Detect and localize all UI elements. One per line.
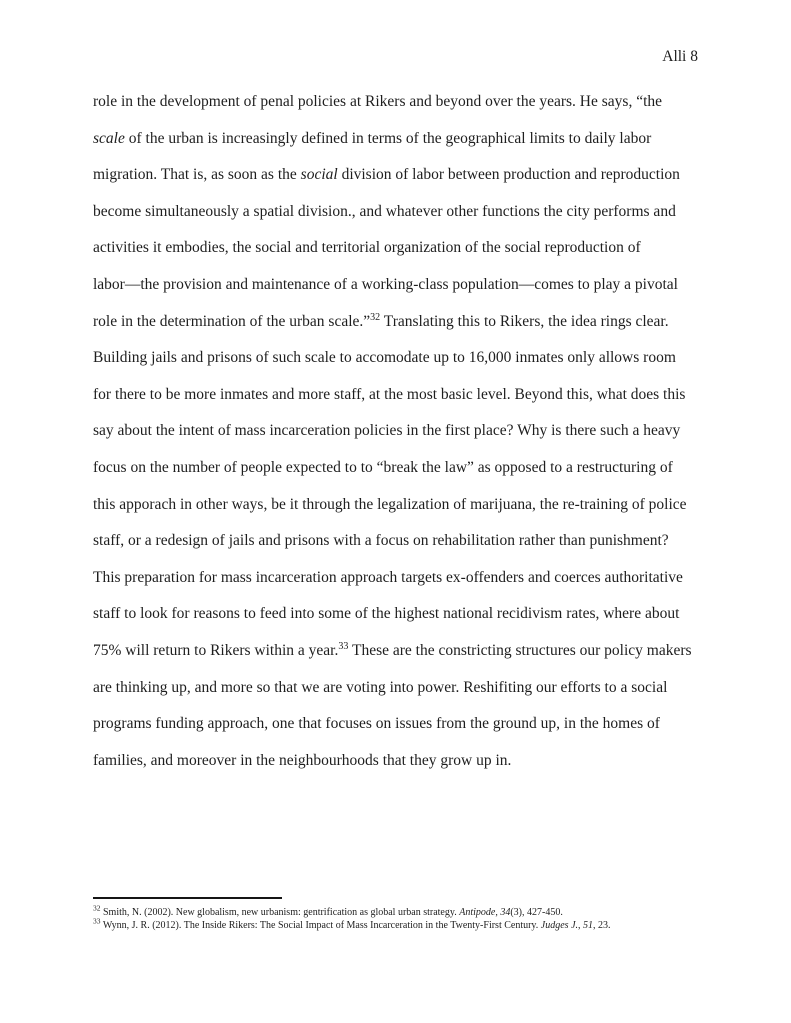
text-segment: are thinking up, and more so that we are voting into power. Reshifiting our efforts to a social [93, 678, 668, 696]
text-segment: , [578, 920, 584, 932]
body-line [93, 121, 708, 158]
text-segment: become simultaneously a spatial division., and whatever other functions the city performs and [93, 202, 676, 220]
page-number-label: Alli 8 [662, 48, 698, 65]
text-segment: this apporach in other ways, be it through the legalization of marijuana, the re-training of police [93, 495, 687, 513]
body-line [93, 670, 708, 707]
body-line [93, 523, 708, 560]
footnote [93, 916, 733, 932]
body-line [93, 84, 708, 121]
text-segment: of the urban is increasingly defined in terms of the geographical limits to daily labor [124, 129, 652, 147]
text-segment: staff to look for reasons to feed into some of the highest national recidivism rates, where about [93, 605, 680, 623]
text-segment: families, and moreover in the neighbourhoods that they grow up in. [93, 751, 512, 769]
text-segment: say about the intent of mass incarceration policies in the first place? Why is there such a heavy [93, 422, 681, 440]
text-segment: These are the constricting structures our policy makers [348, 641, 692, 659]
text-segment: 51 [583, 920, 594, 932]
body-line [93, 304, 708, 341]
text-segment: , 23. [593, 920, 611, 932]
body-line [93, 413, 708, 450]
text-segment: programs funding approach, one that focuses on issues from the ground up, in the homes of [93, 715, 660, 733]
text-segment: (3), 427-450. [510, 907, 563, 918]
body-line [93, 194, 708, 231]
text-segment: 75% will return to Rikers within a year. [93, 641, 339, 659]
body-line [93, 633, 708, 670]
body-line [93, 340, 708, 377]
text-segment: , [495, 907, 501, 918]
body-line [93, 230, 708, 267]
body-line [93, 377, 708, 414]
text-segment: Antipode [459, 907, 496, 918]
page-header [93, 48, 698, 66]
text-segment: Translating this to Rikers, the idea rings clear. [380, 312, 669, 330]
body-line [93, 267, 708, 304]
text-segment: migration. That is, as soon as the [93, 166, 301, 184]
text-segment: social [300, 166, 338, 184]
text-segment: role in the development of penal policies at Rikers and beyond over the years. He says, “the [93, 93, 663, 110]
footnote-number: 32 [93, 903, 101, 913]
body-line [93, 560, 708, 597]
text-segment: This preparation for mass incarceration approach targets ex-offenders and coerces authoritative [93, 568, 683, 586]
text-segment: focus on the number of people expected to to “break the law” as opposed to a restructuring of [93, 458, 673, 476]
text-segment: staff, or a redesign of jails and prisons with a focus on rehabilitation rather than punishment? [93, 532, 669, 550]
body-line [93, 157, 708, 194]
body-text [93, 84, 708, 779]
text-segment: Smith, N. (2002). New globalism, new urbanism: gentrification as global urban strategy. [103, 907, 460, 918]
text-segment: 34 [500, 907, 511, 918]
text-segment: division of labor between production and reproduction [337, 166, 680, 184]
text-segment: Wynn, J. R. (2012). The Inside Rikers: The Social Impact of Mass Incarceration in the Twenty-First Century. [102, 920, 541, 932]
footnote [93, 903, 733, 919]
text-segment: labor—the provision and maintenance of a working-class population—comes to play a pivotal [93, 275, 678, 293]
footnotes [93, 903, 733, 932]
footnote-ref-superscript: 33 [338, 640, 349, 652]
footnote-ref-superscript: 32 [370, 311, 381, 323]
body-line [93, 743, 708, 780]
body-line [93, 487, 708, 524]
text-segment: Building jails and prisons of such scale to accomodate up to 16,000 inmates only allows room [93, 349, 676, 367]
text-segment: scale [93, 129, 125, 147]
text-segment: activities it embodies, the social and territorial organization of the social reproduction of [93, 239, 641, 257]
text-segment: for there to be more inmates and more staff, at the most basic level. Beyond this, what does this [93, 385, 686, 403]
footnote-number: 33 [93, 916, 101, 926]
text-segment: role in the determination of the urban scale.” [93, 312, 371, 330]
body-line [93, 706, 708, 743]
body-line [93, 450, 708, 487]
footnote-separator [93, 897, 282, 899]
text-segment: Judges J. [540, 920, 579, 932]
body-line [93, 596, 708, 633]
